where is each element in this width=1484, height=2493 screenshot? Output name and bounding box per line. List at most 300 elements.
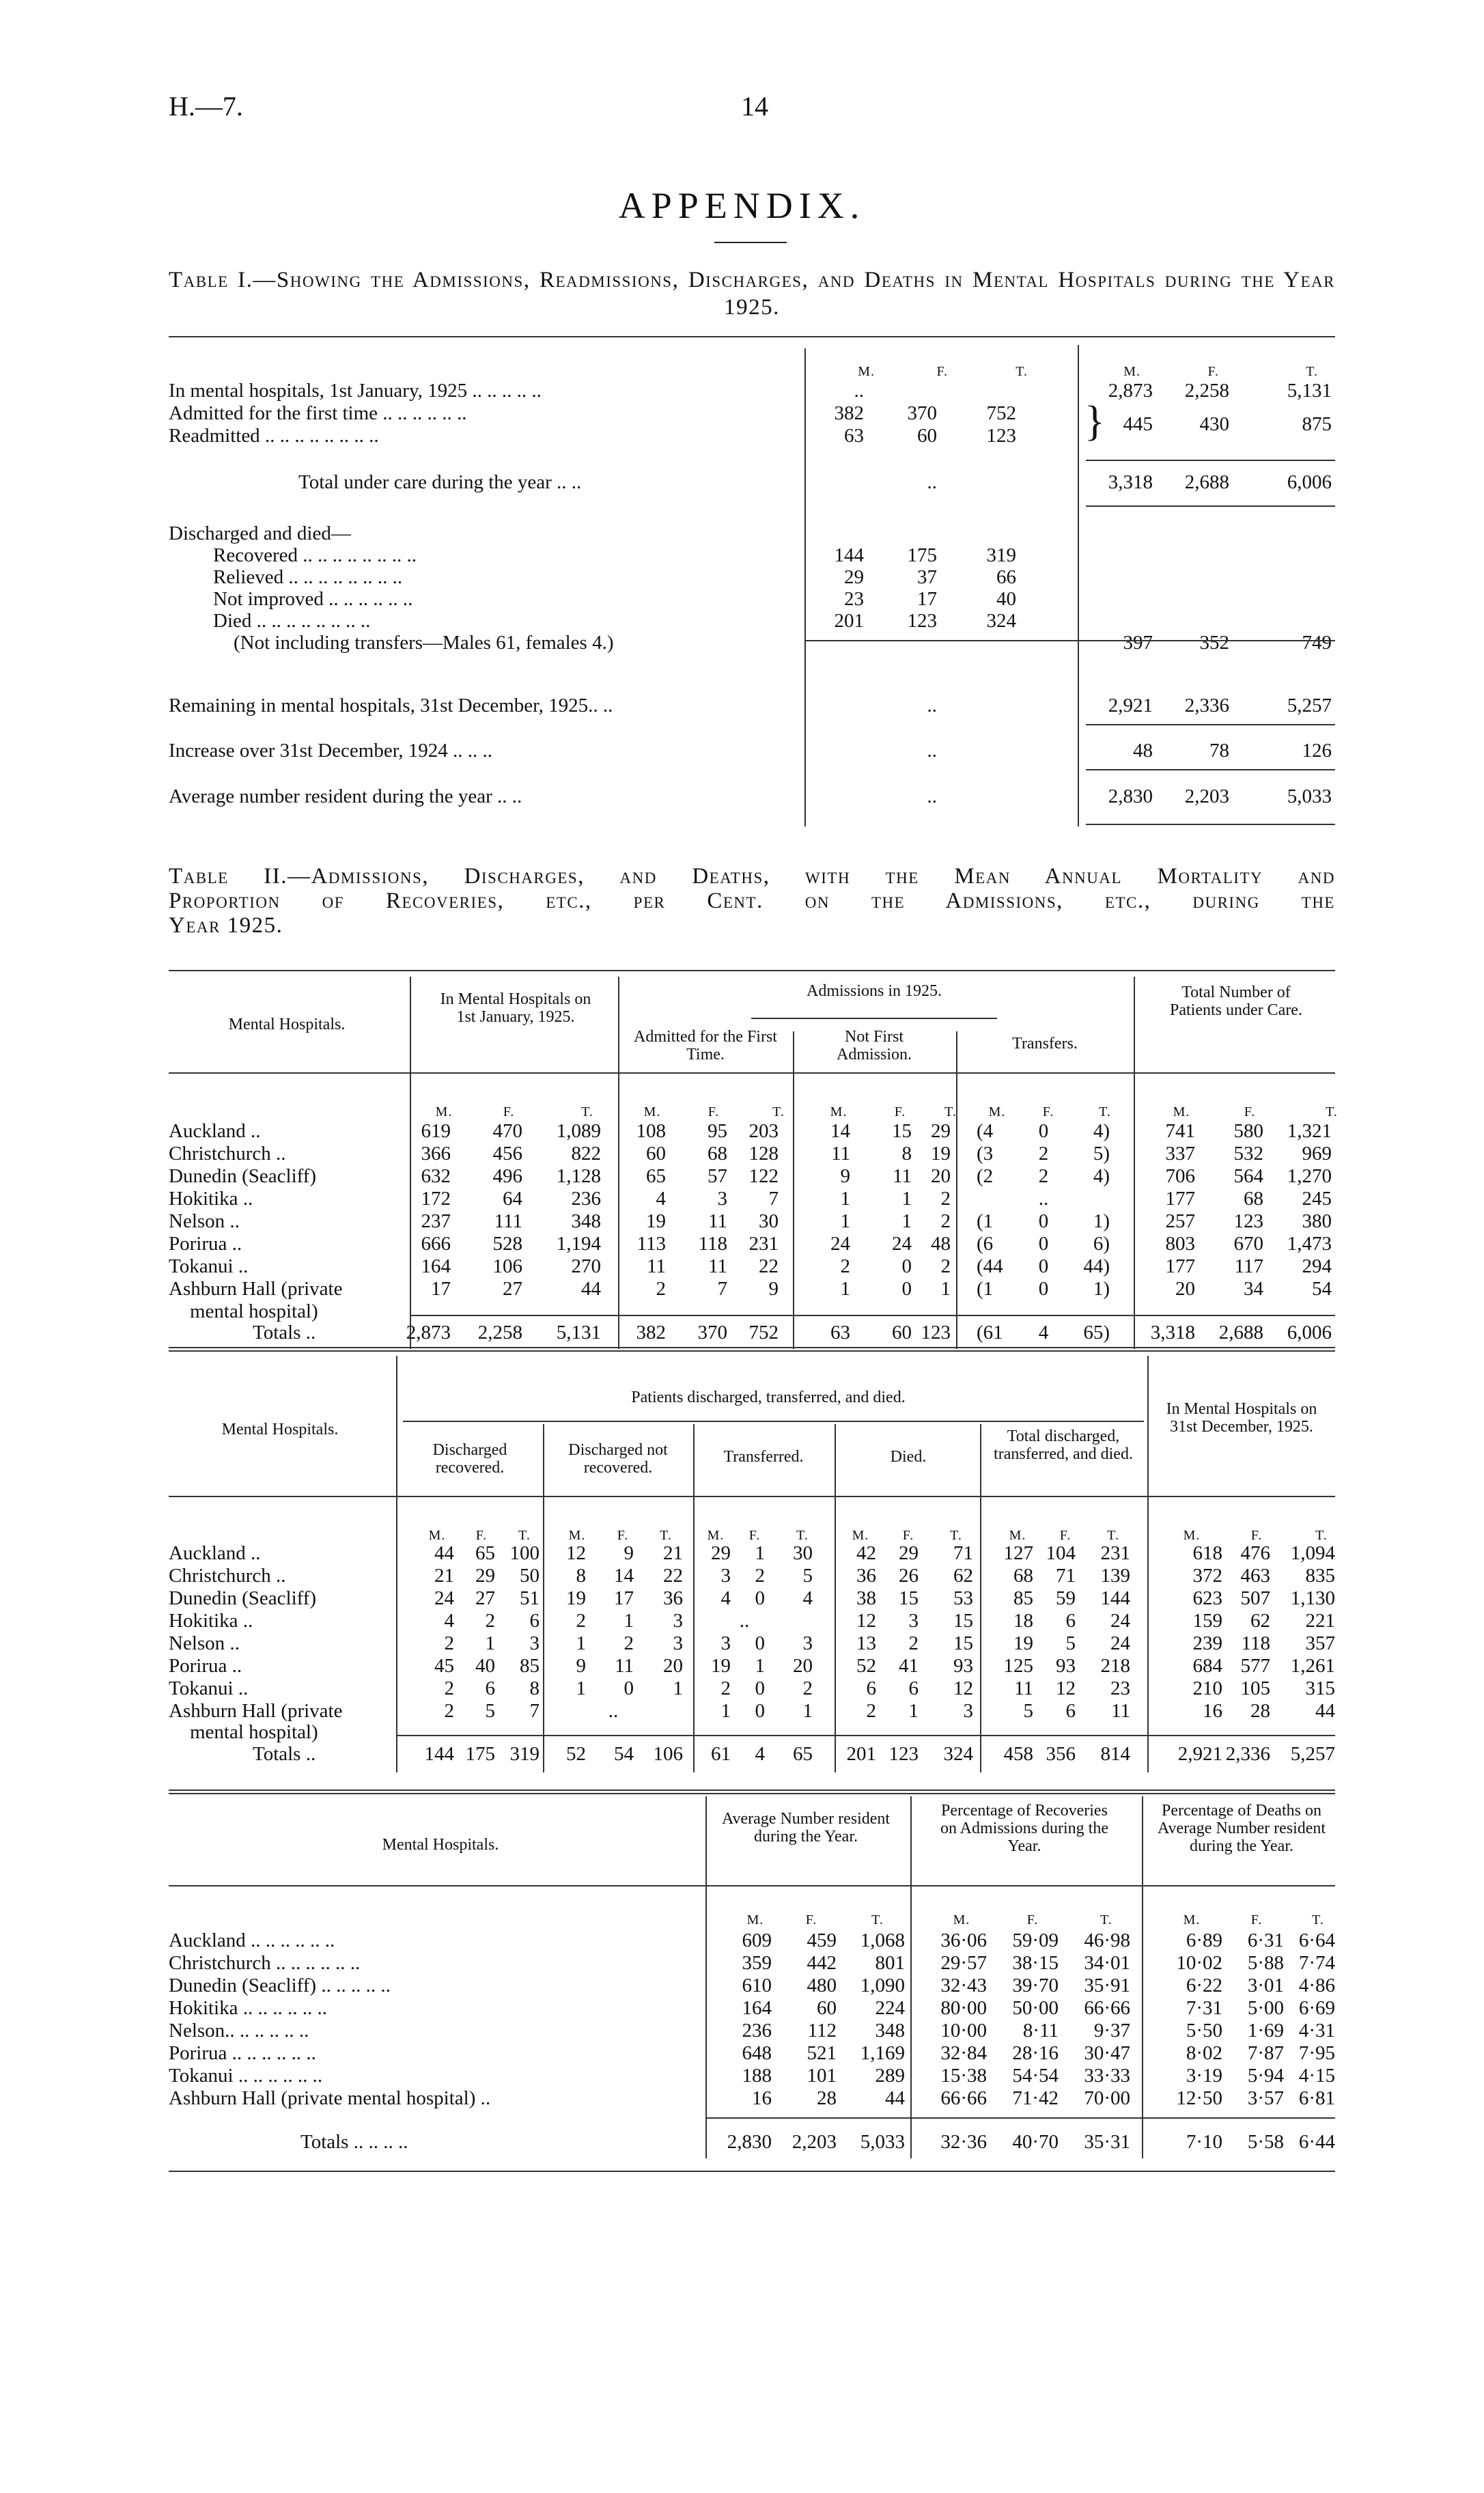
table2c-cell: 66·66 xyxy=(1084,1997,1130,2019)
table2-cell: 1 xyxy=(940,1278,951,1300)
table2b-hospital-name: Auckland .. xyxy=(169,1542,261,1564)
table2c-cell: 50·00 xyxy=(1012,1997,1059,2019)
table2b-cell: 507 xyxy=(1240,1587,1270,1609)
table2b-head-trans: Transferred. xyxy=(723,1448,804,1466)
table2-hospital-name: Tokanui .. xyxy=(169,1255,249,1277)
table2b-col-head: M. xyxy=(568,1528,586,1543)
table2b-cell: 0 xyxy=(624,1677,634,1699)
table2-cell: 172 xyxy=(421,1188,451,1210)
table1-cell: 319 xyxy=(986,544,1016,566)
table2b-cell: 12 xyxy=(953,1677,973,1699)
table2-cell: 382 xyxy=(636,1322,666,1343)
table2-cell: 1 xyxy=(840,1278,850,1300)
table2-cell: (44 xyxy=(977,1255,1003,1277)
table2-cell: 65) xyxy=(1083,1322,1110,1343)
table2b-cell: 15 xyxy=(953,1632,973,1654)
table2c-cell: 7·31 xyxy=(1186,1997,1222,2019)
table2-cell: 1) xyxy=(1093,1210,1110,1232)
table1-caption: Table I.—Showing the Admissions, Readmissions, Discharges, and Deaths in Mental Hospitals during the Year 1925. xyxy=(169,268,1335,320)
table2c-hospital-name: Ashburn Hall (private mental hospital) .. xyxy=(169,2087,491,2109)
table2b-cell: 19 xyxy=(566,1587,586,1609)
table2-cell: 24 xyxy=(830,1233,850,1255)
table2b-cell: 54 xyxy=(614,1743,634,1765)
table2-cell: 19 xyxy=(931,1143,951,1165)
table2b-cell: 0 xyxy=(755,1677,765,1699)
table2b-cell: 40 xyxy=(475,1655,495,1677)
table2-cell: 68 xyxy=(708,1143,727,1165)
table2-cell: 6,006 xyxy=(1287,1322,1332,1343)
table2-cell: 2,873 xyxy=(406,1322,451,1343)
table1-cell: 2,688 xyxy=(1184,471,1229,493)
table2-cell: 4 xyxy=(1038,1322,1049,1343)
table2-cell: 48 xyxy=(931,1233,951,1255)
table2-cell: 11 xyxy=(893,1165,912,1187)
table2c-hospital-name: Dunedin (Seacliff) .. .. .. .. .. xyxy=(169,1975,391,1996)
table2-cell: 270 xyxy=(571,1255,601,1277)
table1-cell: 5,033 xyxy=(1287,785,1332,807)
table2b-cell: 71 xyxy=(1056,1565,1076,1587)
table2b-col-head: F. xyxy=(748,1528,761,1543)
table2b-cell: 44 xyxy=(434,1542,454,1564)
table1-top-rule xyxy=(169,336,1335,337)
table2b-cell: 2 xyxy=(444,1632,454,1654)
table2b-cell: 0 xyxy=(755,1700,765,1722)
table1-cell: 749 xyxy=(1302,632,1332,654)
table2b-cell: 23 xyxy=(1110,1677,1130,1699)
table2-cell: 5,131 xyxy=(556,1322,601,1343)
table2-cell: 11 xyxy=(708,1255,727,1277)
table2-cell: 111 xyxy=(494,1210,522,1232)
table2c-cell: 4·86 xyxy=(1298,1975,1335,1996)
table2-cell: 1,089 xyxy=(556,1120,601,1142)
table2-cell: 57 xyxy=(708,1165,727,1187)
table2-cell: 9 xyxy=(768,1278,779,1300)
table2b-cell: 11 xyxy=(1111,1700,1130,1722)
table2-cell: 0 xyxy=(1038,1255,1049,1277)
table2b-cell: 27 xyxy=(475,1587,495,1609)
table2b-cell: 41 xyxy=(899,1655,919,1677)
table2b-cell: 3 xyxy=(720,1632,731,1654)
table2b-cell: 65 xyxy=(475,1542,495,1564)
table2b-cell: 85 xyxy=(1013,1587,1033,1609)
table2b-cell: 20 xyxy=(663,1655,683,1677)
table2c-cell: 164 xyxy=(742,1997,772,2019)
table2b-cell: 1 xyxy=(576,1632,586,1654)
table2-cell: 337 xyxy=(1165,1143,1195,1165)
table2c-cell: 359 xyxy=(742,1952,772,1974)
table2b-cell: 9 xyxy=(576,1655,586,1677)
table2c-cell: 60 xyxy=(817,1997,837,2019)
table2-col-head: M. xyxy=(988,1104,1006,1119)
table2-cell: 2 xyxy=(940,1188,951,1210)
table2-cell: 123 xyxy=(921,1322,951,1343)
table2c-cell: 8·02 xyxy=(1186,2042,1222,2064)
table2b-cell: 5 xyxy=(1023,1700,1033,1722)
table2b-cell: 62 xyxy=(953,1565,973,1587)
table2b-cell: 6 xyxy=(1065,1610,1076,1632)
table2c-cell: 66·66 xyxy=(940,2087,987,2109)
table1-cell: 123 xyxy=(907,610,937,632)
table2b-cell: 100 xyxy=(509,1542,540,1564)
table2b-cell: 319 xyxy=(509,1743,540,1765)
table2b-cell: 9 xyxy=(624,1542,634,1564)
table2c-cell: 442 xyxy=(807,1952,837,1974)
table2b-cell: 1 xyxy=(485,1632,495,1654)
table2c-cell: 7·10 xyxy=(1186,2131,1222,2153)
table2b-cell: 16 xyxy=(1203,1700,1222,1722)
table2c-cell: 7·74 xyxy=(1298,1952,1335,1974)
table1-cell: 2,203 xyxy=(1184,785,1229,807)
table2-cell: 54 xyxy=(1312,1278,1332,1300)
table2c-cell: 2,203 xyxy=(792,2131,837,2153)
table2b-cell: 12 xyxy=(856,1610,876,1632)
table2-hospital-name: Auckland .. xyxy=(169,1120,261,1142)
table2c-bottom-rule xyxy=(169,2171,1335,2172)
table1-row-label: Relieved .. .. .. .. .. .. .. .. xyxy=(213,566,403,588)
table2-cell: 1) xyxy=(1093,1278,1110,1300)
table2-cell: 128 xyxy=(748,1143,779,1165)
table2c-cell: 7·95 xyxy=(1298,2042,1335,2064)
title-rule xyxy=(714,242,787,243)
table2c-col-head: T. xyxy=(871,1912,884,1927)
table2b-section-rule xyxy=(169,1793,1335,1794)
table1-cell: 445 xyxy=(1123,413,1153,435)
table2-caption-line1: Table II.—Admissions, Discharges, and Deaths, with the Mean Annual Mortality and xyxy=(169,864,1335,889)
table1-cell: 5,257 xyxy=(1287,695,1332,716)
table2-col-head: T. xyxy=(1099,1104,1111,1119)
table2b-cell: .. xyxy=(739,1610,750,1632)
table2c-cell: 289 xyxy=(875,2065,905,2087)
table2b-cell: 2 xyxy=(485,1610,495,1632)
table2b-cell: 6 xyxy=(908,1677,919,1699)
table2b-col-head: T. xyxy=(660,1528,672,1543)
table2b-hospital-name: Christchurch .. xyxy=(169,1565,286,1587)
table2b-cell: 13 xyxy=(856,1632,876,1654)
table2b-col-head: M. xyxy=(1183,1528,1201,1543)
table2b-cell: 71 xyxy=(953,1542,973,1564)
table2-cell: 231 xyxy=(748,1233,779,1255)
table2b-cell: 51 xyxy=(520,1587,540,1609)
table2b-cell: 315 xyxy=(1305,1677,1335,1699)
table2b-cell: 26 xyxy=(899,1565,919,1587)
table2-cell: 0 xyxy=(1038,1233,1049,1255)
table2c-cell: 480 xyxy=(807,1975,837,1996)
table2c-hospital-name: Christchurch .. .. .. .. .. .. xyxy=(169,1952,361,1974)
table2b-cell: 3 xyxy=(802,1632,813,1654)
table1-cell: .. xyxy=(927,695,937,716)
table1-cell: 370 xyxy=(907,402,937,424)
table2-cell: 5) xyxy=(1093,1143,1110,1165)
table2c-cell: 609 xyxy=(742,1930,772,1951)
table2c-cell: 6·44 xyxy=(1298,2131,1335,2153)
table2-cell: 118 xyxy=(698,1233,727,1255)
table2b-cell: 0 xyxy=(755,1632,765,1654)
table2c-cell: 3·57 xyxy=(1247,2087,1284,2109)
table2b-cell: 3 xyxy=(673,1610,683,1632)
table2c-cell: 648 xyxy=(742,2042,772,2064)
table2-cell: 666 xyxy=(421,1233,451,1255)
table2-hospital-name: Porirua .. xyxy=(169,1233,242,1255)
table2b-cell: 123 xyxy=(888,1743,919,1765)
table2c-col-head: F. xyxy=(1026,1912,1039,1927)
table2c-cell: 521 xyxy=(807,2042,837,2064)
table2b-cell: 2,921 xyxy=(1177,1743,1222,1765)
table2-col-head: M. xyxy=(830,1104,848,1119)
table1-sub-rule xyxy=(1086,724,1335,725)
table2b-cell: 1,261 xyxy=(1290,1655,1335,1677)
table2-col-head: M. xyxy=(1173,1104,1190,1119)
table2-head-rule xyxy=(169,1072,1335,1074)
table2-cell: 470 xyxy=(492,1120,522,1142)
table2c-col-head: T. xyxy=(1312,1912,1324,1927)
table2c-cell: 46·98 xyxy=(1084,1930,1130,1951)
table2-caption-line2: Proportion of Recoveries, etc., per Cent. on the Admissions, etc., during the xyxy=(169,889,1335,913)
table1-cell: .. xyxy=(927,785,937,807)
table2-cell: 496 xyxy=(492,1165,522,1187)
table2b-cell: 24 xyxy=(434,1587,454,1609)
table2-cell: 60 xyxy=(646,1143,666,1165)
table2c-cell: 1,169 xyxy=(860,2042,905,2064)
table2b-cell: 29 xyxy=(475,1565,495,1587)
table2-cell: 60 xyxy=(892,1322,912,1343)
table2-cell: 0 xyxy=(901,1278,912,1300)
table2b-col-head: M. xyxy=(428,1528,446,1543)
table2c-cell: 188 xyxy=(742,2065,772,2087)
table2-cell: 1 xyxy=(840,1188,850,1210)
table2c-cell: 1,068 xyxy=(860,1930,905,1951)
table2-cell: 532 xyxy=(1233,1143,1263,1165)
table2-cell: 803 xyxy=(1165,1233,1195,1255)
table2c-col-head: M. xyxy=(1183,1912,1201,1927)
table2b-head-dec: In Mental Hospitals on 31st December, 1925. xyxy=(1166,1400,1317,1436)
table2-cell: 22 xyxy=(759,1255,779,1277)
table1-row-label: Increase over 31st December, 1924 .. .. .. xyxy=(169,740,492,762)
table2c-col-head: F. xyxy=(805,1912,817,1927)
table1-cell: 2,873 xyxy=(1108,380,1153,402)
table2b-hospital-name: Nelson .. xyxy=(169,1632,240,1654)
table2-cell: 245 xyxy=(1302,1188,1332,1210)
table2-cell: 68 xyxy=(1244,1188,1263,1210)
table2-cell: 294 xyxy=(1302,1255,1332,1277)
table2b-cell: 85 xyxy=(520,1655,540,1677)
table2b-cell: 28 xyxy=(1250,1700,1270,1722)
table2c-cell: 101 xyxy=(807,2065,837,2087)
table2b-cell: 357 xyxy=(1305,1632,1335,1654)
table2c-cell: 1·69 xyxy=(1247,2020,1284,2042)
table2b-head-rec: Discharged recovered. xyxy=(432,1441,507,1477)
table2b-cell: 4 xyxy=(802,1587,813,1609)
table2c-cell: 36·06 xyxy=(940,1930,987,1951)
table2c-cell: 5·00 xyxy=(1247,1997,1284,2019)
table2c-cell: 44 xyxy=(885,2087,905,2109)
table2b-cell: 218 xyxy=(1100,1655,1130,1677)
table2-cell: (4 xyxy=(977,1120,994,1142)
table2c-cell: 8·11 xyxy=(1022,2020,1059,2042)
table1-cell: 48 xyxy=(1133,740,1153,762)
table2b-hospital-name: Tokanui .. xyxy=(169,1677,249,1699)
table2c-cell: 32·43 xyxy=(940,1975,987,1996)
table2-cell: 822 xyxy=(571,1143,601,1165)
table1-row-label: (Not including transfers—Males 61, females 4.) xyxy=(234,632,614,654)
table2c-cell: 10·02 xyxy=(1176,1952,1222,1974)
table2-hospital-name: Christchurch .. xyxy=(169,1143,286,1165)
table1-cell: 60 xyxy=(917,425,937,447)
table2-cell: 4 xyxy=(656,1188,666,1210)
table2-cell: 14 xyxy=(830,1120,850,1142)
table2-cell: 122 xyxy=(748,1165,779,1187)
table2b-cell: 1 xyxy=(755,1655,765,1677)
table2b-head-notrec: Discharged not recovered. xyxy=(568,1441,668,1477)
table1-cell: 2,921 xyxy=(1108,695,1153,716)
table2c-cell: 28·16 xyxy=(1012,2042,1059,2064)
table2-cell: 2 xyxy=(840,1255,850,1277)
table2b-cell: 463 xyxy=(1240,1565,1270,1587)
table2b-cell: 201 xyxy=(846,1743,876,1765)
table2-col-head: F. xyxy=(1042,1104,1054,1119)
table1-row-label: Total under care during the year .. .. xyxy=(298,471,582,493)
table2-hospital-name: Dunedin (Seacliff) xyxy=(169,1165,317,1187)
table2b-cell: 210 xyxy=(1192,1677,1222,1699)
table2b-cell: 5,257 xyxy=(1290,1743,1335,1765)
table2c-hospital-name: Hokitika .. .. .. .. .. .. xyxy=(169,1997,327,2019)
table2c-cell: 6·89 xyxy=(1186,1930,1222,1951)
table2b-cell: 814 xyxy=(1100,1743,1130,1765)
table2-cell: 0 xyxy=(1038,1278,1049,1300)
table2c-cell: 33·33 xyxy=(1084,2065,1130,2087)
table2c-cell: 3·19 xyxy=(1186,2065,1222,2087)
table1-row-label: Admitted for the first time .. .. .. .. .. .. xyxy=(169,402,467,424)
table2b-cell: 21 xyxy=(663,1542,683,1564)
table2-cell: 20 xyxy=(931,1165,951,1187)
table2b-hospital-name: Totals .. xyxy=(253,1743,316,1765)
table1-cell: 324 xyxy=(986,610,1016,632)
table1-cell: 201 xyxy=(834,610,864,632)
table2c-cell: 459 xyxy=(807,1930,837,1951)
table2c-cell: 9·37 xyxy=(1093,2020,1130,2042)
table2b-cell: 8 xyxy=(529,1677,540,1699)
table1-cell: 29 xyxy=(844,566,864,588)
table2c-cell: 5·88 xyxy=(1247,1952,1284,1974)
table2-cell: (2 xyxy=(977,1165,994,1187)
table2b-hospital-name: Porirua .. xyxy=(169,1655,242,1677)
table2b-cell: 11 xyxy=(615,1655,634,1677)
table2b-totals-rule xyxy=(396,1735,1335,1736)
table2-cell: 63 xyxy=(830,1322,850,1343)
table2-cell: 164 xyxy=(421,1255,451,1277)
table2-cell: 7 xyxy=(768,1188,779,1210)
table2-cell: 117 xyxy=(1234,1255,1263,1277)
table2b-cell: 6 xyxy=(866,1677,876,1699)
table2-hospital-name: Nelson .. xyxy=(169,1210,240,1232)
table2b-head-rule xyxy=(169,1496,1335,1497)
table2b-cell: 1 xyxy=(720,1700,731,1722)
table1-sub-rule xyxy=(804,640,1335,641)
table1-col-head: M. xyxy=(1123,364,1140,379)
table2b-cell: 2 xyxy=(755,1565,765,1587)
table2b-head-hosp: Mental Hospitals. xyxy=(221,1421,339,1438)
table2-top-rule xyxy=(169,970,1335,971)
table2b-cell: 3 xyxy=(908,1610,919,1632)
table2c-cell: 2,830 xyxy=(727,2131,772,2153)
table2b-cell: 62 xyxy=(1250,1610,1270,1632)
table2b-cell: 30 xyxy=(793,1542,813,1564)
table2-col-head: T. xyxy=(944,1104,957,1119)
table2-cell: 632 xyxy=(421,1165,451,1187)
table2-cell: 366 xyxy=(421,1143,451,1165)
table2-cell: (1 xyxy=(977,1210,994,1232)
table2b-col-head: M. xyxy=(1009,1528,1026,1543)
table1-brace: } xyxy=(1084,398,1105,445)
table2b-cell: 1 xyxy=(755,1542,765,1564)
table2-cell: 752 xyxy=(748,1322,779,1343)
table2c-cell: 4·15 xyxy=(1298,2065,1335,2087)
table2c-cell: 59·09 xyxy=(1012,1930,1059,1951)
table2b-cell: 2 xyxy=(624,1632,634,1654)
table2b-cell: 2 xyxy=(576,1610,586,1632)
table2c-cell: 5·58 xyxy=(1247,2131,1284,2153)
table1-cell: 17 xyxy=(917,588,937,610)
table2b-cell: 24 xyxy=(1110,1632,1130,1654)
table1-cell: 144 xyxy=(834,544,864,566)
table1-row-label: Discharged and died— xyxy=(169,523,351,544)
table2b-cell: 2 xyxy=(444,1700,454,1722)
table2b-cell: 6 xyxy=(1065,1700,1076,1722)
table2c-col-head: M. xyxy=(953,1912,970,1927)
table2b-col-head: T. xyxy=(796,1528,809,1543)
table2-section-rule xyxy=(169,1350,1335,1352)
table2b-head-died: Died. xyxy=(890,1448,927,1466)
table2b-cell: 5 xyxy=(1065,1632,1076,1654)
table2c-cell: 70·00 xyxy=(1084,2087,1130,2109)
table2b-cell: 6 xyxy=(529,1610,540,1632)
table2-head-notfirst: Not First Admission. xyxy=(836,1028,912,1063)
table2b-cell: 105 xyxy=(1240,1677,1270,1699)
table2b-cell: 7 xyxy=(529,1700,540,1722)
table2-cell: 2 xyxy=(656,1278,666,1300)
report-code: H.—7. xyxy=(169,91,243,122)
table2-col-head: T. xyxy=(581,1104,593,1119)
table2-cell: 528 xyxy=(492,1233,522,1255)
table2c-totals-rule xyxy=(705,2117,1335,2119)
table2b-cell: 61 xyxy=(711,1743,731,1765)
page-title: APPENDIX. xyxy=(618,185,866,226)
table2b-cell: 324 xyxy=(943,1743,973,1765)
table2b-hospital-name: mental hospital) xyxy=(190,1721,318,1743)
table2-cell: 9 xyxy=(840,1165,850,1187)
table2b-col-head: F. xyxy=(617,1528,629,1543)
table2b-cell: 42 xyxy=(856,1542,876,1564)
table2-cell: 24 xyxy=(892,1233,912,1255)
table2c-cell: 80·00 xyxy=(940,1997,987,2019)
table2b-cell: 11 xyxy=(1014,1677,1033,1699)
table2b-col-head: F. xyxy=(1250,1528,1263,1543)
table1-col-head: F. xyxy=(936,364,948,379)
table2-totals-rule xyxy=(410,1315,1335,1316)
table2c-col-head: M. xyxy=(746,1912,764,1927)
table2b-cell: 144 xyxy=(1100,1587,1130,1609)
table2c-cell: 10·00 xyxy=(940,2020,987,2042)
table2b-cell: 125 xyxy=(1003,1655,1033,1677)
table1-cell: 123 xyxy=(986,425,1016,447)
table2-cell: 580 xyxy=(1233,1120,1263,1142)
table2b-cell: 623 xyxy=(1192,1587,1222,1609)
table2-cell: 123 xyxy=(1233,1210,1263,1232)
table2c-head-death: Percentage of Deaths on Average Number resident during the Year. xyxy=(1157,1802,1326,1855)
table2b-col-head: M. xyxy=(707,1528,725,1543)
table2b-cell: 458 xyxy=(1003,1743,1033,1765)
table2b-cell: 1 xyxy=(624,1610,634,1632)
table2-cell: 380 xyxy=(1302,1210,1332,1232)
